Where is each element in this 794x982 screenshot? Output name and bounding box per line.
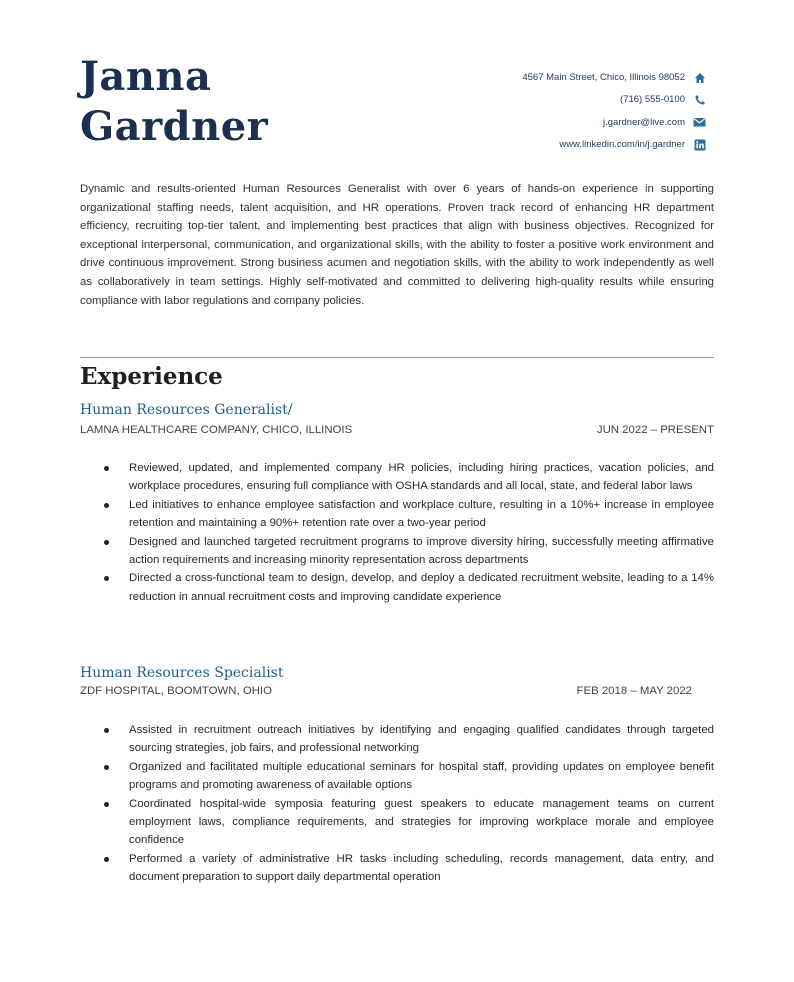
job-company-1: LAMNA HEALTHCARE COMPANY, CHICO, ILLINOIS [80,424,353,436]
list-item: Coordinated hospital-wide symposia featuring guest speakers to educate management teams on current employment laws, compliance requirements, and strategies for improving workplace morale and employee confidence [100,795,714,850]
home-icon [693,71,706,84]
list-item: Performed a variety of administrative HR tasks including scheduling, records management, data entry, and document preparation to support daily departmental operation [100,850,714,887]
contact-email [386,115,706,130]
section-divider [80,357,714,358]
job-dates-2: FEB 2018 – MAY 2022 [576,685,692,697]
job-company-2: ZDF HOSPITAL, BOOMTOWN, OHIO [80,685,272,697]
name-first: Janna [80,53,212,100]
professional-summary: Dynamic and results-oriented Human Resources Generalist with over 6 years of hands-on experience in supporting organizational staffing needs, talent acquisition, and HR operations. Proven track record of enhancing HR department efficiency, recruiting top-tier talent, and implementing best practices that align with business objectives. Recognized for exceptional interpersonal, communication, and organizational skills, with the ability to foster a positive work environment and drive continuous improvement. Strong business acumen and negotiation skills, with the ability to work independently as well as collaboratively in team settings. Highly self-motivated and committed to delivering high-quality results while ensuring compliance with labor regulations and company policies. [80,183,714,307]
list-item: Organized and facilitated multiple educational seminars for hospital staff, providing updates on employee benefit programs and promoting awareness of available options [100,758,714,795]
job-bullets-2 [100,721,714,887]
email-text: j.gardner@live.com [603,116,685,128]
list-item: Directed a cross-functional team to design, develop, and deploy a dedicated recruitment website, leading to a 14% reduction in annual recruitment costs and improving candidate experience [100,569,714,606]
linkedin-text: www.linkedin.com/in/j.gardner [559,139,685,151]
contact-phone [386,92,706,107]
candidate-name [80,52,268,152]
contact-block [386,70,706,160]
linkedin-icon [693,138,706,151]
address-text: 4567 Main Street, Chico, Illinois 98052 [522,72,685,83]
list-item: Assisted in recruitment outreach initiatives by identifying and engaging qualified candidates through targeted sourcing strategies, job fairs, and professional networking [100,721,714,758]
experience-heading: Experience [80,363,223,390]
list-item: Designed and launched targeted recruitment programs to improve diversity hiring, successfully meeting affirmative action requirements and increasing minority representation across departments [100,533,714,570]
job-dates-1: JUN 2022 – PRESENT [596,424,714,436]
contact-linkedin [386,137,706,152]
contact-address [386,70,706,85]
job-meta-1 [80,422,714,438]
job-title-2: Human Resources Specialist [80,665,284,681]
job-title-1: Human Resources Generalist/ [80,402,293,418]
phone-icon [693,93,706,106]
email-icon [693,116,706,129]
list-item: Led initiatives to enhance employee satisfaction and workplace culture, resulting in a 10%+ increase in employee retention and maintaining a 90%+ retention rate over a two-year period [100,496,714,533]
job-bullets-1 [100,459,714,606]
name-last: Gardner [80,103,269,150]
list-item: Reviewed, updated, and implemented company HR policies, including hiring practices, vacation policies, and workplace procedures, ensuring full compliance with OSHA standards and all local, state, and federal labor laws [100,459,714,496]
phone-text: (716) 555-0100 [620,94,685,106]
job-meta-2 [80,683,692,699]
